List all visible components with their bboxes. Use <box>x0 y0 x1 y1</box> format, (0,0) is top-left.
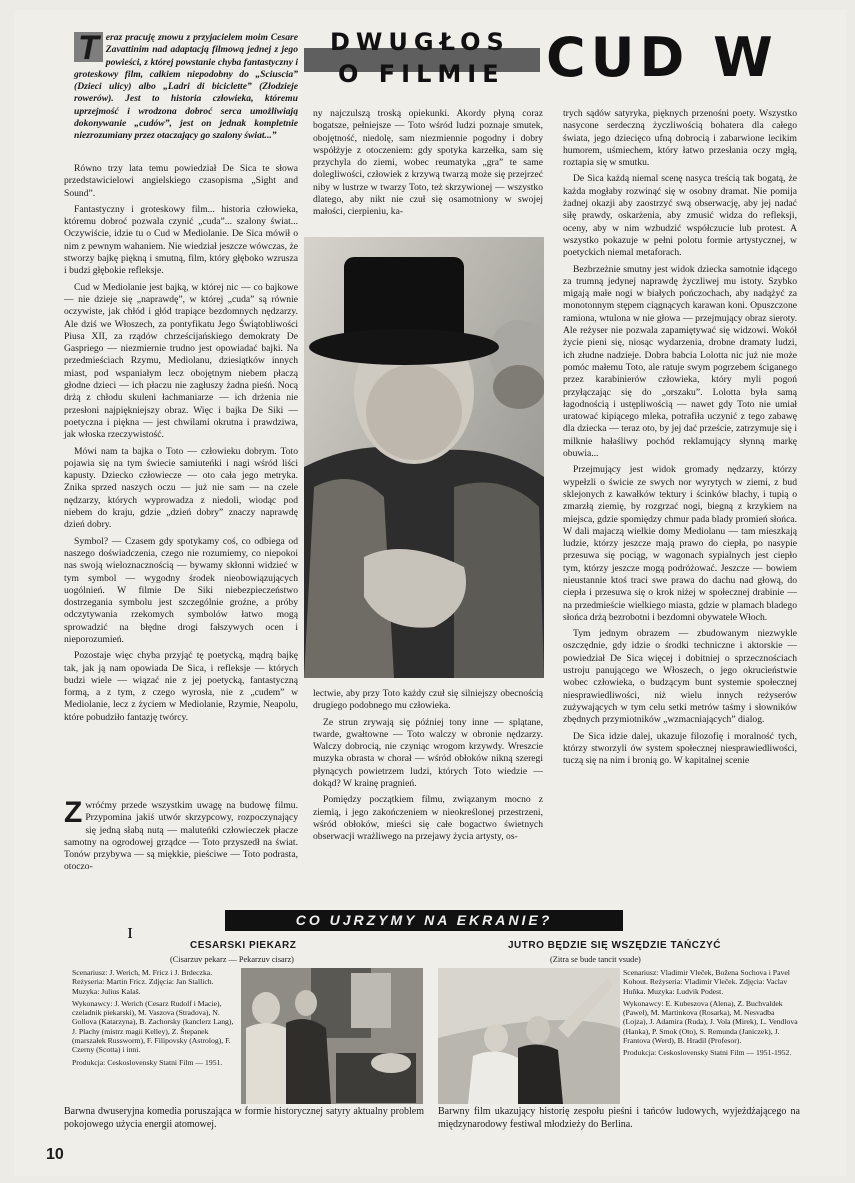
col2-bottom-paragraph-1: lectwie, aby przy Toto każdy czuł się silniejszy obecnością drugiego podobnego mu człowieka. <box>313 688 543 712</box>
column-1 <box>64 163 298 728</box>
column-2-bottom <box>313 688 543 848</box>
intro-paragraph <box>74 29 298 147</box>
film1-credits <box>72 968 238 1067</box>
film1-credits-text: Scenariusz: J. Werich, M. Fricz i J. Brdeczka. Reżyseria: Martin Fricz. Zdjęcia: Jan Stallich. Muzyka: Julius Kalaš. <box>72 968 214 996</box>
col1b-text: wróćmy przede wszystkim uwagę na budowę filmu. Przypomina jakiś utwór skrzypcowy, rozpoczynający się jedną słabą nutą — maluteńki człowieczek płacze samotny na ogrodowej grządce — Toto przyszedł na świat. Tonów przybywa — są miękkie, pieściwe — Toto podrasta, otoczo- <box>64 800 298 873</box>
column-2-top <box>313 108 543 223</box>
film1-subtitle: (Cisarzuv pekarz — Pekarzuv cisarz) <box>170 955 294 964</box>
col1-paragraph-2: Fantastyczny i groteskowy film... historia człowieka, któremu dobroć pozwala czynić „cuda”... szalony świat... Oczywiście, idzie tu o Cud w Mediolanie. De Sica mówił o nim z pewnym wahaniem. Nie wiedział jeszcze wówczas, że stworzy bajkę piękną i smutną, film, który głęboko wzrusza i budzi głębokie refleksje. <box>64 203 298 277</box>
film2-cast-text: Wykonawcy: E. Kubeszova (Alena), Z. Buchvaldek (Paweł), M. Martinkova (Rosarka), M. Nesvadba (Lojza), J. Adamira (Ruda), J. Vola (Mirek), L. Vendlova (Hanka), P. Smok (Oto), S. Remunda (Janiczek), J. Frantova (Werd), B. Hradil (Profesor). <box>623 998 798 1046</box>
film1-cast-text: Wykonawcy: J. Werich (Cesarz Rudolf i Macie), czeladnik piekarski), M. Vaszova (Stradova), N. Gollova (Katarzyna), B. Zachorsky (kanclerz Lang), J. Plachy (mistrz magii Kelley), Z. Štepanek (marszałek Russworm), F. Filipovsky (Astrolog), F. Czerny (Scotta) i inni. <box>72 998 234 1055</box>
film2-photo <box>438 968 620 1104</box>
film2-photo-illustration <box>438 968 620 1104</box>
col3-paragraph-6: De Sica idzie dalej, ukazuje filozofię i moralność tych, którzy stworzyli ów system społecznej niesprawiedliwości, tuczą się na nim i bronią go. W kapitalnej scenie <box>563 730 797 767</box>
film1-photo-illustration <box>241 968 423 1104</box>
col1-paragraph-3: Cud w Mediolanie jest bajką, w której nic — co bajkowe — nie dzieje się „naprawdę”, w której „cuda” są równie oczywiste, jak chłód i głód trapiące bezdomnych nędzarzy. Ale dziś we Włoszech, za pontyfikatu Jego Świątobliwości Piusa XII, za rządów chrześcijańskiego demokraty De Gaspriego — niezmiernie trudno jest opowiadać bajki. Na przedmieściach Rzymu, Mediolanu, dziesiątków innych miast, pod wspaniałym lecz obojętnym niebem płaczą głodne dzieci — ich płaczu nie zagłuszy żadna pieśń. Nocą drżą z chłodu skuleni łachmaniarze — ich drżenia nie przesłoni najpiękniejszy obraz. Więc i bajka De Siki — poetyczna i piękna — jest chwilami okrutna i prawdziwa, jak włoska rzeczywistość. <box>64 281 298 441</box>
film2-production-text: Produkcja: Ceskoslovensky Statni Film — 1951-1952. <box>623 1048 792 1058</box>
col3-paragraph-2: De Sica każdą niemal scenę nasyca treścią tak bogatą, że każda mogłaby rozwinąć się w osobny dramat. Nie pomija żadnej okazji aby zaostrzyć swą obserwację, aby jej nadać siłę prawdy, oskarżenia, aby zmusić widza do refleksji, oceny, aby w nim wzbudzić współczucie lub protest. A wszystko pokazuje w pełni polotu formie artystycznej, w poetyckich niemal metaforach. <box>563 173 797 259</box>
film-still-photo <box>304 237 544 678</box>
col1-paragraph-5: Symbol? — Czasem gdy spotykamy coś, co odbiega od naszego doświadczenia, czego nie rozumiemy, co niepokoi nas swoją wieloznacznością — bywamy skłonni widzieć w tym symbol — wygodny środek nieobowiązujących uogólnień. W filmie De Siki niebezpieczeństwo dostrzegania symbolu jest szczególnie groźne, a próby odczytywania rzekomych symbolów łatwo mogą sprowadzić na błędne drogi fałszywych ocen i nieporozumień. <box>64 535 298 645</box>
column-1-continuation <box>64 796 298 878</box>
film2-credits-text: Scenariusz: Vladimir Vleček, Božena Sochova i Pavel Kohout. Reżyseria: Vladimir Vleček. Zdjęcia: Vaclav Huňka. Muzyka: Ludvik Podest. <box>623 968 790 996</box>
article-title <box>304 26 540 96</box>
film1-title: CESARSKI PIEKARZ <box>190 940 297 951</box>
title-line-1: DWUGŁOS <box>330 28 510 56</box>
photo-illustration <box>304 237 544 678</box>
col3-paragraph-4: Przejmujący jest widok gromady nędzarzy, którzy wypełzli o świcie ze swych nor wyrytych w ziemi, z bud sklejonych z kawałków tektury i ścinków blachy, i tupią o zmarzłą ziemię, by rozgrzać nogi, biegną z krzykiem na miejsca, gdzie spomiędzy chmur pada blady promień słońca. W dali majaczą wielkie domy Mediolanu — tam mieszkają ludzie, którzy jeszcze mają prawo do ciepła, po nasypie przesuwa się pociąg, w wagonach sypialnych jest ciepło tym, którzy jeszcze mogą podróżować. Jeszcze — bowiem nieustannie ktoś traci swe prawa do dachu nad głową, do ciepła i przesuwa się o krok niżej w społecznej drabinie — na przedmieście wielkiego miasta, gdzie w plamach bladego słońca drżą bezrobotni i bezdomni obywatele Włoch. <box>563 464 797 623</box>
dropcap-z: Z <box>64 796 83 829</box>
col1-paragraph-6: Pozostaje więc chyba przyjąć tę poetycką, mądrą bajkę tak, jak ją nam opowiada De Sica, i refleksje — których budzi wiele — wiązać nie z jej poetycką, fantastyczną formą, a z tym, z czego wyrosła, nie z „cudem” w Mediolanie, lecz z życiem w Mediolanie, Rzymie, Neapolu, które pobudziło fantazję twórcy. <box>64 650 298 723</box>
col1-paragraph-4: Mówi nam ta bajka o Toto — człowieku dobrym. Toto pojawia się na tym świecie samiuteńki i nagi wśród liści kapusty. Dziecko człowiecze — oto cała jego metryka. Znika sprzed naszych oczu — już nie sam — na czele nędzarzy, których wyprowadza z niedoli, wiodąc pod niebem do kraju, gdzie „dzień dobry” znaczy naprawdę dzień dobry. <box>64 445 298 531</box>
title-line-2: O FILMIE <box>338 60 505 88</box>
title-big: CUD W <box>546 26 778 89</box>
film2-subtitle: (Zitra se bude tancit vsude) <box>550 955 641 964</box>
text-cursor-glyph: ɪ <box>127 918 134 943</box>
col2-top-text: ny najczulszą troską opiekunki. Akordy płyną coraz bogatsze, pełniejsze — Toto wśród ludzi poznaje smutek, obojętność, niedolę, sam niezmiennie pogodny i dobry współżyje z otoczeniem: gdy spotyka karzełka, sam się przychyla do ziemi, wobec reumatyka „gra” te same dolegliwości, człowiek z krzywą twarzą może się przejrzeć niby w lustrze w twarzy Toto, też skrzywionej — wszystko dlatego, aby nikt nie czuł się osamotniony w swojej małości, cierpieniu, ka- <box>313 108 543 218</box>
column-3 <box>563 108 797 771</box>
film1-description: Barwna dwuseryjna komedia poruszająca w formie historycznej satyry aktualny problem pokojowego użycia energii atomowej. <box>64 1106 424 1130</box>
col1-paragraph-1: Równo trzy lata temu powiedział De Sica te słowa przedstawicielowi angielskiego czasopisma „Sight and Sound”. <box>64 163 298 199</box>
film2-description: Barwny film ukazujący historię zespołu pieśni i tańców ludowych, wyjeżdżającego na międzynarodowy festiwal młodzieży do Berlina. <box>438 1106 800 1130</box>
section-banner: CO UJRZYMY NA EKRANIE? <box>225 910 623 931</box>
film2-credits <box>623 968 799 1058</box>
page-number: 10 <box>46 1146 64 1163</box>
dropcap-t: T <box>74 32 103 62</box>
col3-paragraph-5: Tym jednym obrazem — zbudowanym niezwykle oszczędnie, gdy idzie o środki techniczne i aktorskie — powiedział De Sica więcej i dobitniej o sprzecznościach ustroju panującego we Włoszech, o jego okrucieństwie wobec człowieka, o budzącym bunt systemie społecznej niesprawiedliwości, niż wielu innych reżyserów zużywających w tym celu setki metrów taśmy i słowników zbędnych przymiotników „wzmacniających” dialog. <box>563 628 797 726</box>
col3-paragraph-3: Bezbrzeżnie smutny jest widok dziecka samotnie idącego za trumną jedynej naprawdę życzliwej mu istoty. Szybko migają małe nogi w białych pończochach, aby nadążyć za monotonnym stępem ciągnących karawan koni. Opuszczone ramiona, wtulona w nie głowa — przejmujący obraz sieroty. Ale reżyser nie pozwala zapamiętywać się widzowi. Wokół życie pieni się, niosąc wydarzenia, drobne dramaty ludzi, ich złudne nadzieje. Dobra babcia Lolotta nic już nie może pomóc małemu Toto, ale ratuje swym pogrzebem ściganego przez karabinierów człowieka, który myli pogoń przyłączając się do „orszaku”. Lolotta była samą łagodnością i ustępliwością — nawet gdy Toto nie umiał uratować kipiącego mleka, potrafiła uczynić z tego zabawę dla dziecka — teraz oto, by jej dać przeście, zatrzymuje się i milknie hałaśliwy pochód reklamujący słynną markę obuwia... <box>563 263 797 460</box>
intro-text: eraz pracuję znowu z przyjacielem moim Cesare Zavattinim nad adaptacją filmową jednej z jego powieści, z której powstanie chyba fantastyczny i groteskowy film, całkiem niepodobny do „Sciuscia” (Dzieci ulicy) albo „Ladri di biciclette” (Złodzieje rowerów). Jest to historia człowieka, któremu uprzejmość i wrodzona dobroć serca umożliwiają dokonywanie „cudów”, jest on jednak kompletnie niezrozumiany przez otaczający go szalony świat...” <box>74 32 298 142</box>
col2-bottom-paragraph-3: Pomiędzy początkiem filmu, związanym mocno z ziemią, i jego zakończeniem w nieokreślonej przestrzeni, wśród obłoków, mieści się całe bogactwo świetnych obserwacji wrażliwego na przejawy życia artysty, os- <box>313 794 543 843</box>
col3-paragraph-1: trych sądów satyryka, pięknych przenośni poety. Wszystko nasycone serdeczną życzliwością bohatera dla całego świata, jego dziecięco ufną dobrocią i zabarwione lecikim humorem, uśmiechem, który łatwo przesłania oczy mgłą, roztapia się w smutku. <box>563 108 797 169</box>
film2-title: JUTRO BĘDZIE SIĘ WSZĘDZIE TAŃCZYĆ <box>508 940 721 951</box>
film1-photo <box>241 968 423 1104</box>
col2-bottom-paragraph-2: Ze strun zrywają się później tony inne — splątane, twarde, gwałtowne — Toto walczy w obronie nędzarzy. Walczy dobrocią, nie czyniąc wrogom krzywdy. Wreszcie muzyka obrasta w chorał — wśród obłoków nikną szeregi płynących powietrzem ludzi, których Toto wiedzie — dokąd? W krainę pragnień. <box>313 716 543 790</box>
film1-production-text: Produkcja: Ceskoslovensky Statni Film — 1951. <box>72 1057 223 1067</box>
